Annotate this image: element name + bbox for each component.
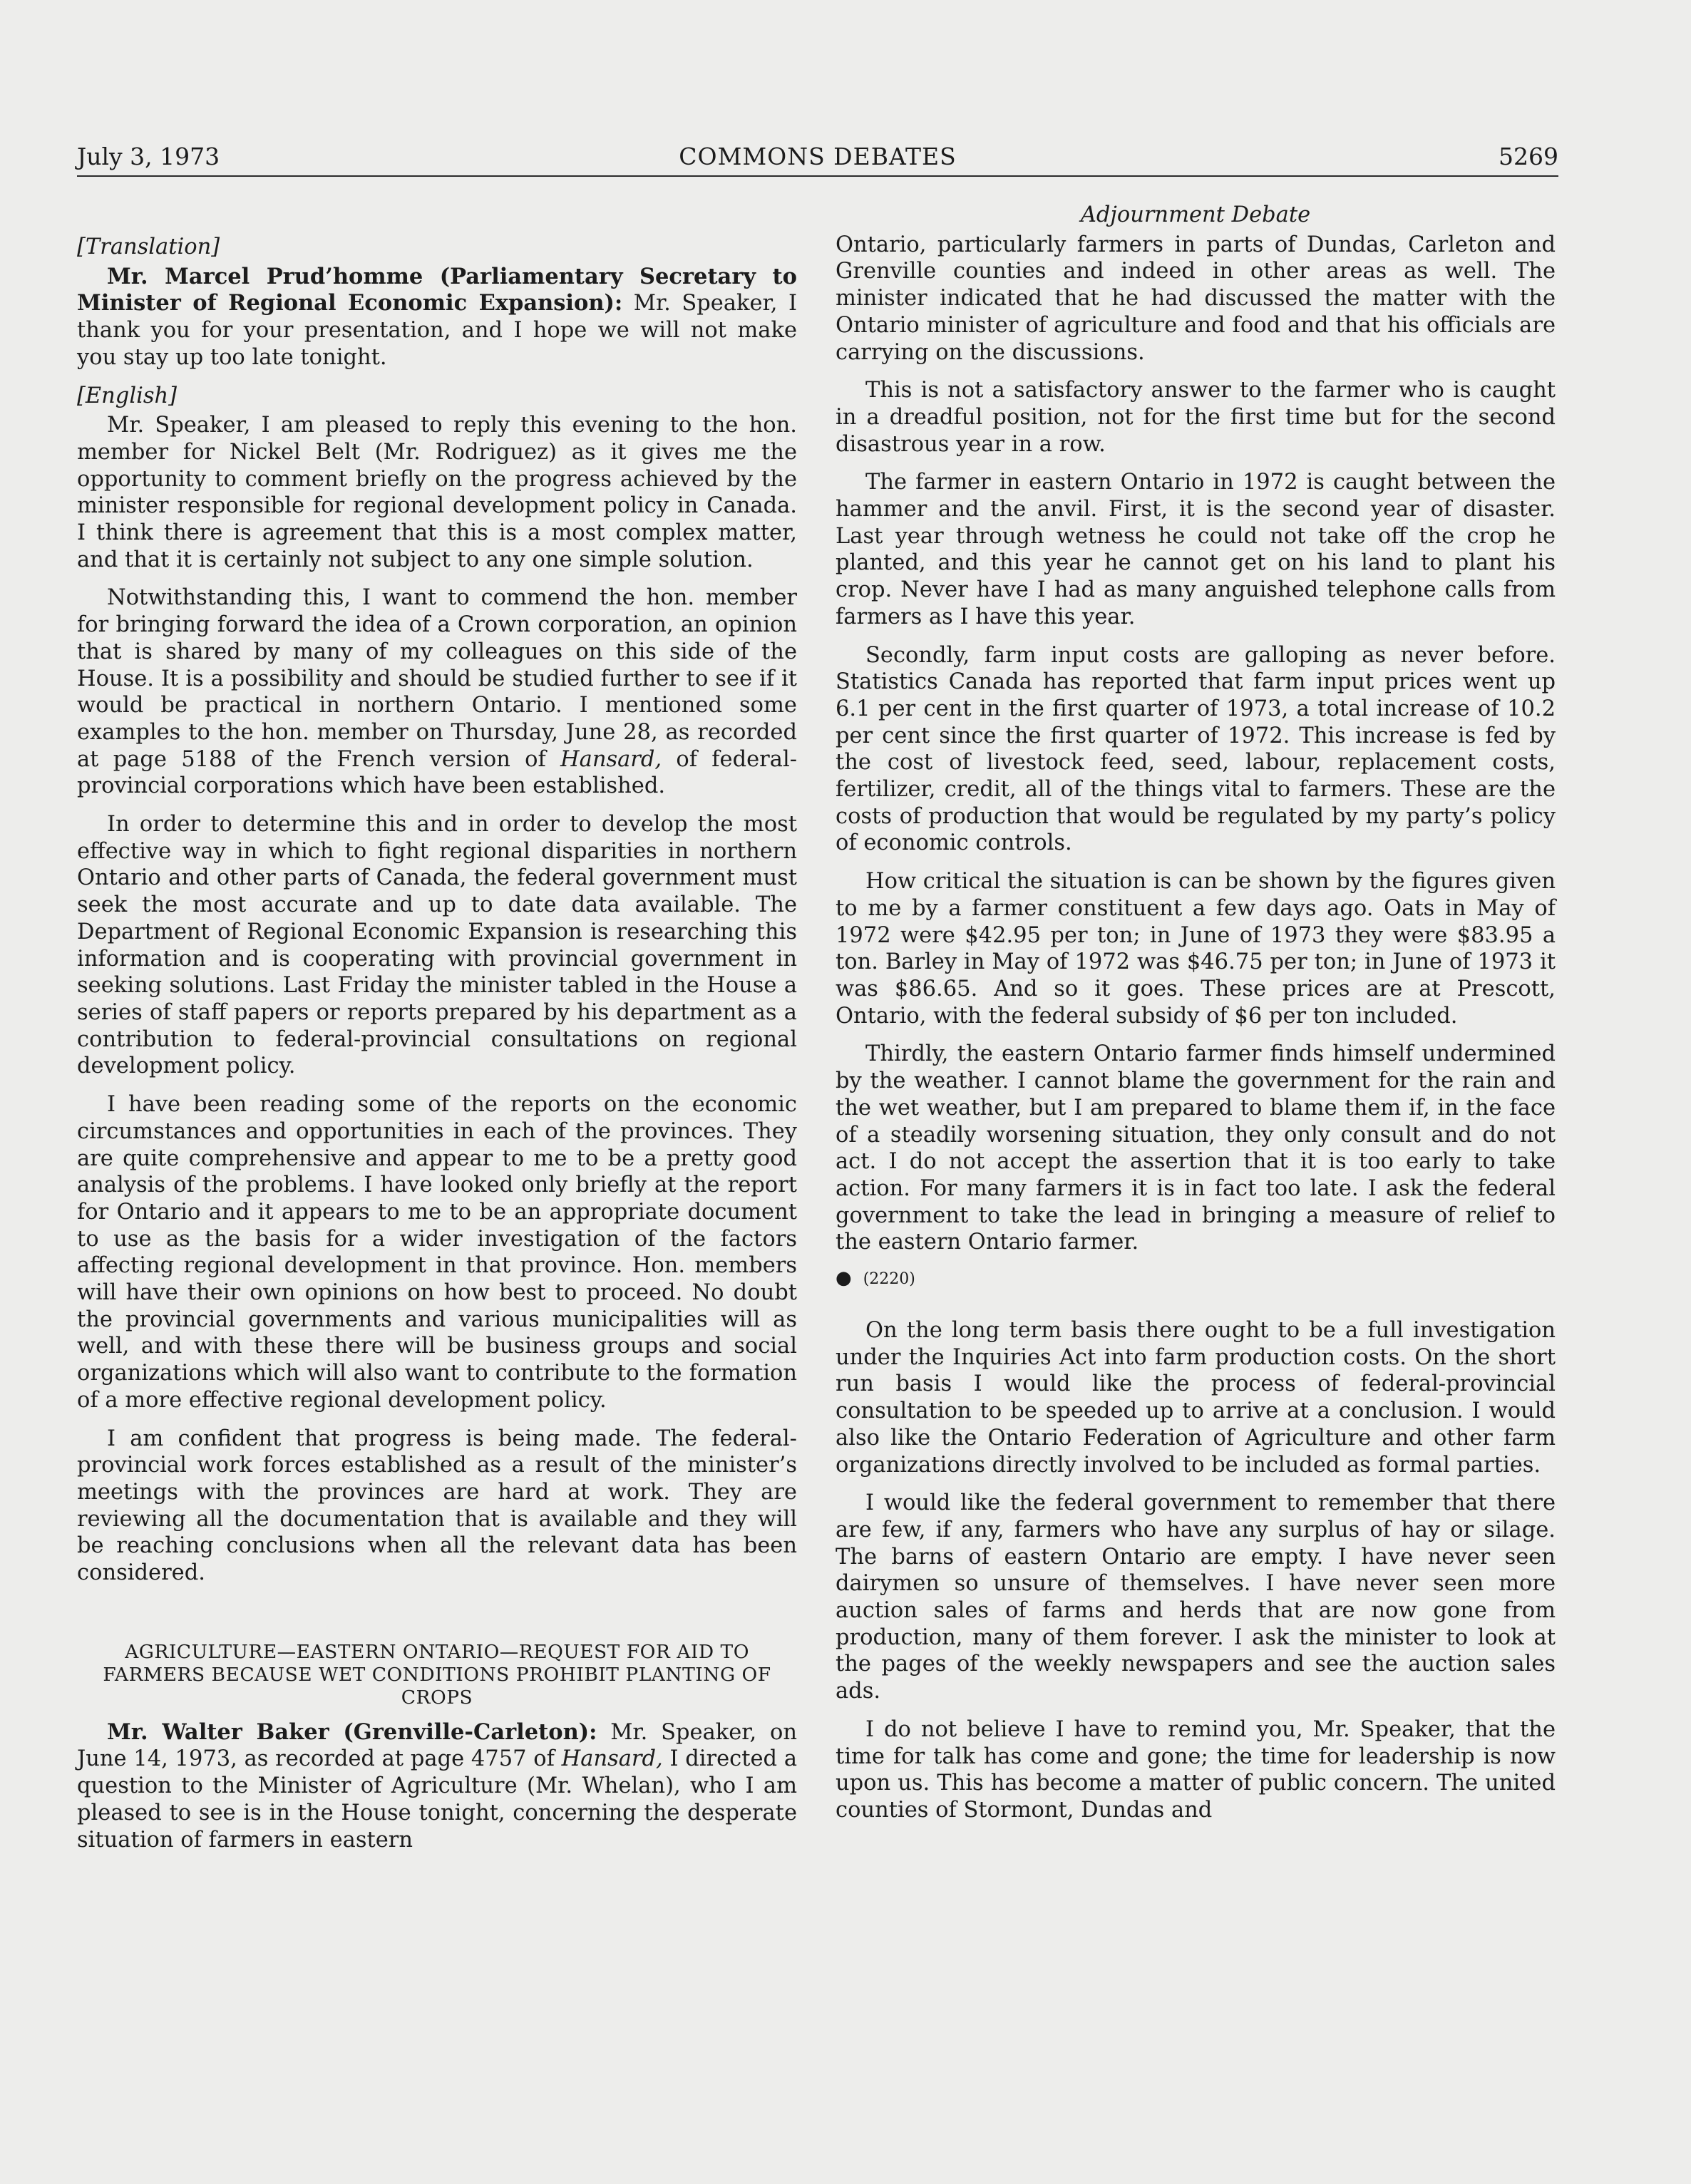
translation-tag: [Translation] (77, 235, 220, 259)
paragraph: How critical the situation is can be shown by the figures given to me by a farmer constituent a few days ago. Oats in May of 1972 were $42.95 per ton; in June of 1973 they were $83.95 a ton. Barley in May of 1972 was $46.75 per ton; in June of 1973 it was $86.65. And so it goes. These prices are at Prescott, Ontario, with the federal subsidy of $6 per ton included. (836, 869, 1556, 1029)
text-run: Notwithstanding this, I want to commend the hon. member for bringing forward the idea of a Crown corporation, an opinion that is shared by many of my colleagues on this side of the House. It is a possibility and should be studied further to see if it would be practical in northern Ontario. I mentioned some examples to the hon. member on Thursday, June 28, as recorded at page 5188 of the French version of (77, 585, 797, 772)
speech-text: Mr. Speaker, I thank you for your presentation, and I hope we will not make you stay up too late tonight. (77, 291, 797, 370)
paragraph (77, 264, 797, 371)
paragraph: Thirdly, the eastern Ontario farmer finds himself undermined by the weather. I cannot blame the government for the rain and the wet weather, but I am prepared to blame them if, in the face of a steadily worsening situation, they only consult and do not act. I do not accept the assertion that it is too early to take action. For many farmers it is in fact too late. I ask the federal government to take the lead in bringing a measure of relief to the eastern Ontario farmer. (836, 1041, 1556, 1255)
time-marker-text: (2220) (863, 1270, 915, 1289)
header-title: COMMONS DEBATES (679, 143, 957, 170)
running-head: Adjournment Debate (1080, 202, 1311, 227)
paragraph: The farmer in eastern Ontario in 1972 is caught between the hammer and the anvil. First, it is the second year of disaster. Last year through wetness he could not take off the crop he planted, and this year he cannot get on his land to plant his crop. Never have I had as many anguished telephone calls from farmers as I have this year. (836, 470, 1556, 629)
speaker-name: Mr. Marcel Prud’homme (Parliamentary Secretary to Minister of Regional Economic Expansion): (77, 263, 797, 316)
speaker-name: Mr. Walter Baker (Grenville-Carleton): (107, 1719, 597, 1745)
right-column (836, 202, 1556, 1835)
paragraph: I do not believe I have to remind you, Mr. Speaker, that the time for talk has come and gone; the time for leadership is now upon us. This has become a matter of public concern. The united counties of Stormont, Dundas and (836, 1716, 1556, 1823)
paragraph (77, 584, 797, 800)
text-run: I directed a question to the Minister of Agriculture (Mr. Whelan), who I am pleased to see is in the House tonight, concerning the desperate situation of farmers in eastern (77, 1746, 797, 1853)
paragraph: This is not a satisfactory answer to the farmer who is caught in a dreadful position, not for the first time but for the second disastrous year in a row. (836, 378, 1556, 457)
paragraph (77, 1719, 797, 1854)
time-marker (836, 1267, 1556, 1290)
left-column (77, 234, 797, 1865)
paragraph: Mr. Speaker, I am pleased to reply this evening to the hon. member for Nickel Belt (Mr. Rodriguez) as it gives me the opportunity to comment briefly on the progress achieved by the minister responsible for regional development policy in Canada. I think there is agreement that this is a most complex matter, and that it is certainly not subject to any one simple solution. (77, 413, 797, 572)
hansard-ref: Hansard, (560, 746, 662, 772)
paragraph: I have been reading some of the reports on the economic circumstances and opportunities in each of the provinces. They are quite comprehensive and appear to me to be a pretty good analysis of the problems. I have looked only briefly at the report for Ontario and it appears to me to be an appropriate document to use as the basis for a wider investigation of the factors affecting regional development in that province. Hon. members will have their own opinions on how best to proceed. No doubt the provincial governments and various municipalities will as well, and with these there will be business groups and social organizations which will also want to contribute to the formation of a more effective regional development policy. (77, 1092, 797, 1413)
paragraph: Secondly, farm input costs are galloping as never before. Statistics Canada has reported that farm input prices went up 6.1 per cent in the first quarter of 1973, a total increase of 10.2 per cent since the first quarter of 1972. This increase is fed by the cost of livestock feed, seed, labour, replacement costs, fertilizer, credit, all of the things vital to farmers. These are the costs of production that would be regulated by my party’s policy of economic controls. (836, 642, 1556, 856)
paragraph: In order to determine this and in order to develop the most effective way in which to fight regional disparities in northern Ontario and other parts of Canada, the federal government must seek the most accurate and up to date data available. The Department of Regional Economic Expansion is researching this information and is cooperating with provincial government in seeking solutions. Last Friday the minister tabled in the House a series of staff papers or reports prepared by his department as a contribution to federal-provincial consultations on regional development policy. (77, 812, 797, 1079)
paragraph: On the long term basis there ought to be a full investigation under the Inquiries Act into farm production costs. On the short run basis I would like the process of federal-provincial consultation to be speeded up to arrive at a conclusion. I would also like the Ontario Federation of Agriculture and other farm organizations directly involved to be included as formal parties. (836, 1318, 1556, 1478)
page-header (77, 143, 1558, 177)
paragraph: I would like the federal government to remember that there are few, if any, farmers who have any surplus of hay or silage. The barns of eastern Ontario are empty. I have never seen dairymen so unsure of themselves. I have never seen more auction sales of farms and herds that are now gone from production, many of them forever. I ask the minister to look at the pages of the weekly newspapers and see the auction sales ads. (836, 1490, 1556, 1704)
text-run: Mr. Speaker, on June 14, 1973, as recorded at page 4757 of (77, 1719, 797, 1772)
paragraph: Ontario, particularly farmers in parts of Dundas, Carleton and Grenville counties and indeed in other areas as well. The minister indicated that he had discussed the matter with the Ontario minister of agriculture and food and that his officials are carrying on the discussions. (836, 232, 1556, 365)
header-date: July 3, 1973 (77, 143, 220, 170)
english-tag: [English] (77, 383, 178, 408)
text-run: of federal-provincial corporations which have been established. (77, 746, 797, 799)
hansard-ref: Hansard, (561, 1746, 663, 1772)
section-heading: AGRICULTURE—EASTERN ONTARIO—REQUEST FOR AID TO FARMERS BECAUSE WET CONDITIONS PROHIBIT PLANTING OF CROPS (103, 1640, 771, 1709)
paragraph: I am confident that progress is being made. The federal-provincial work forces established as a result of the minister’s meetings with the provinces are hard at work. They are reviewing all the documentation that is available and they will be reaching conclusions when all the relevant data has been considered. (77, 1426, 797, 1586)
bullet-icon: ● (836, 1267, 852, 1289)
header-page-number: 5269 (1499, 143, 1558, 170)
